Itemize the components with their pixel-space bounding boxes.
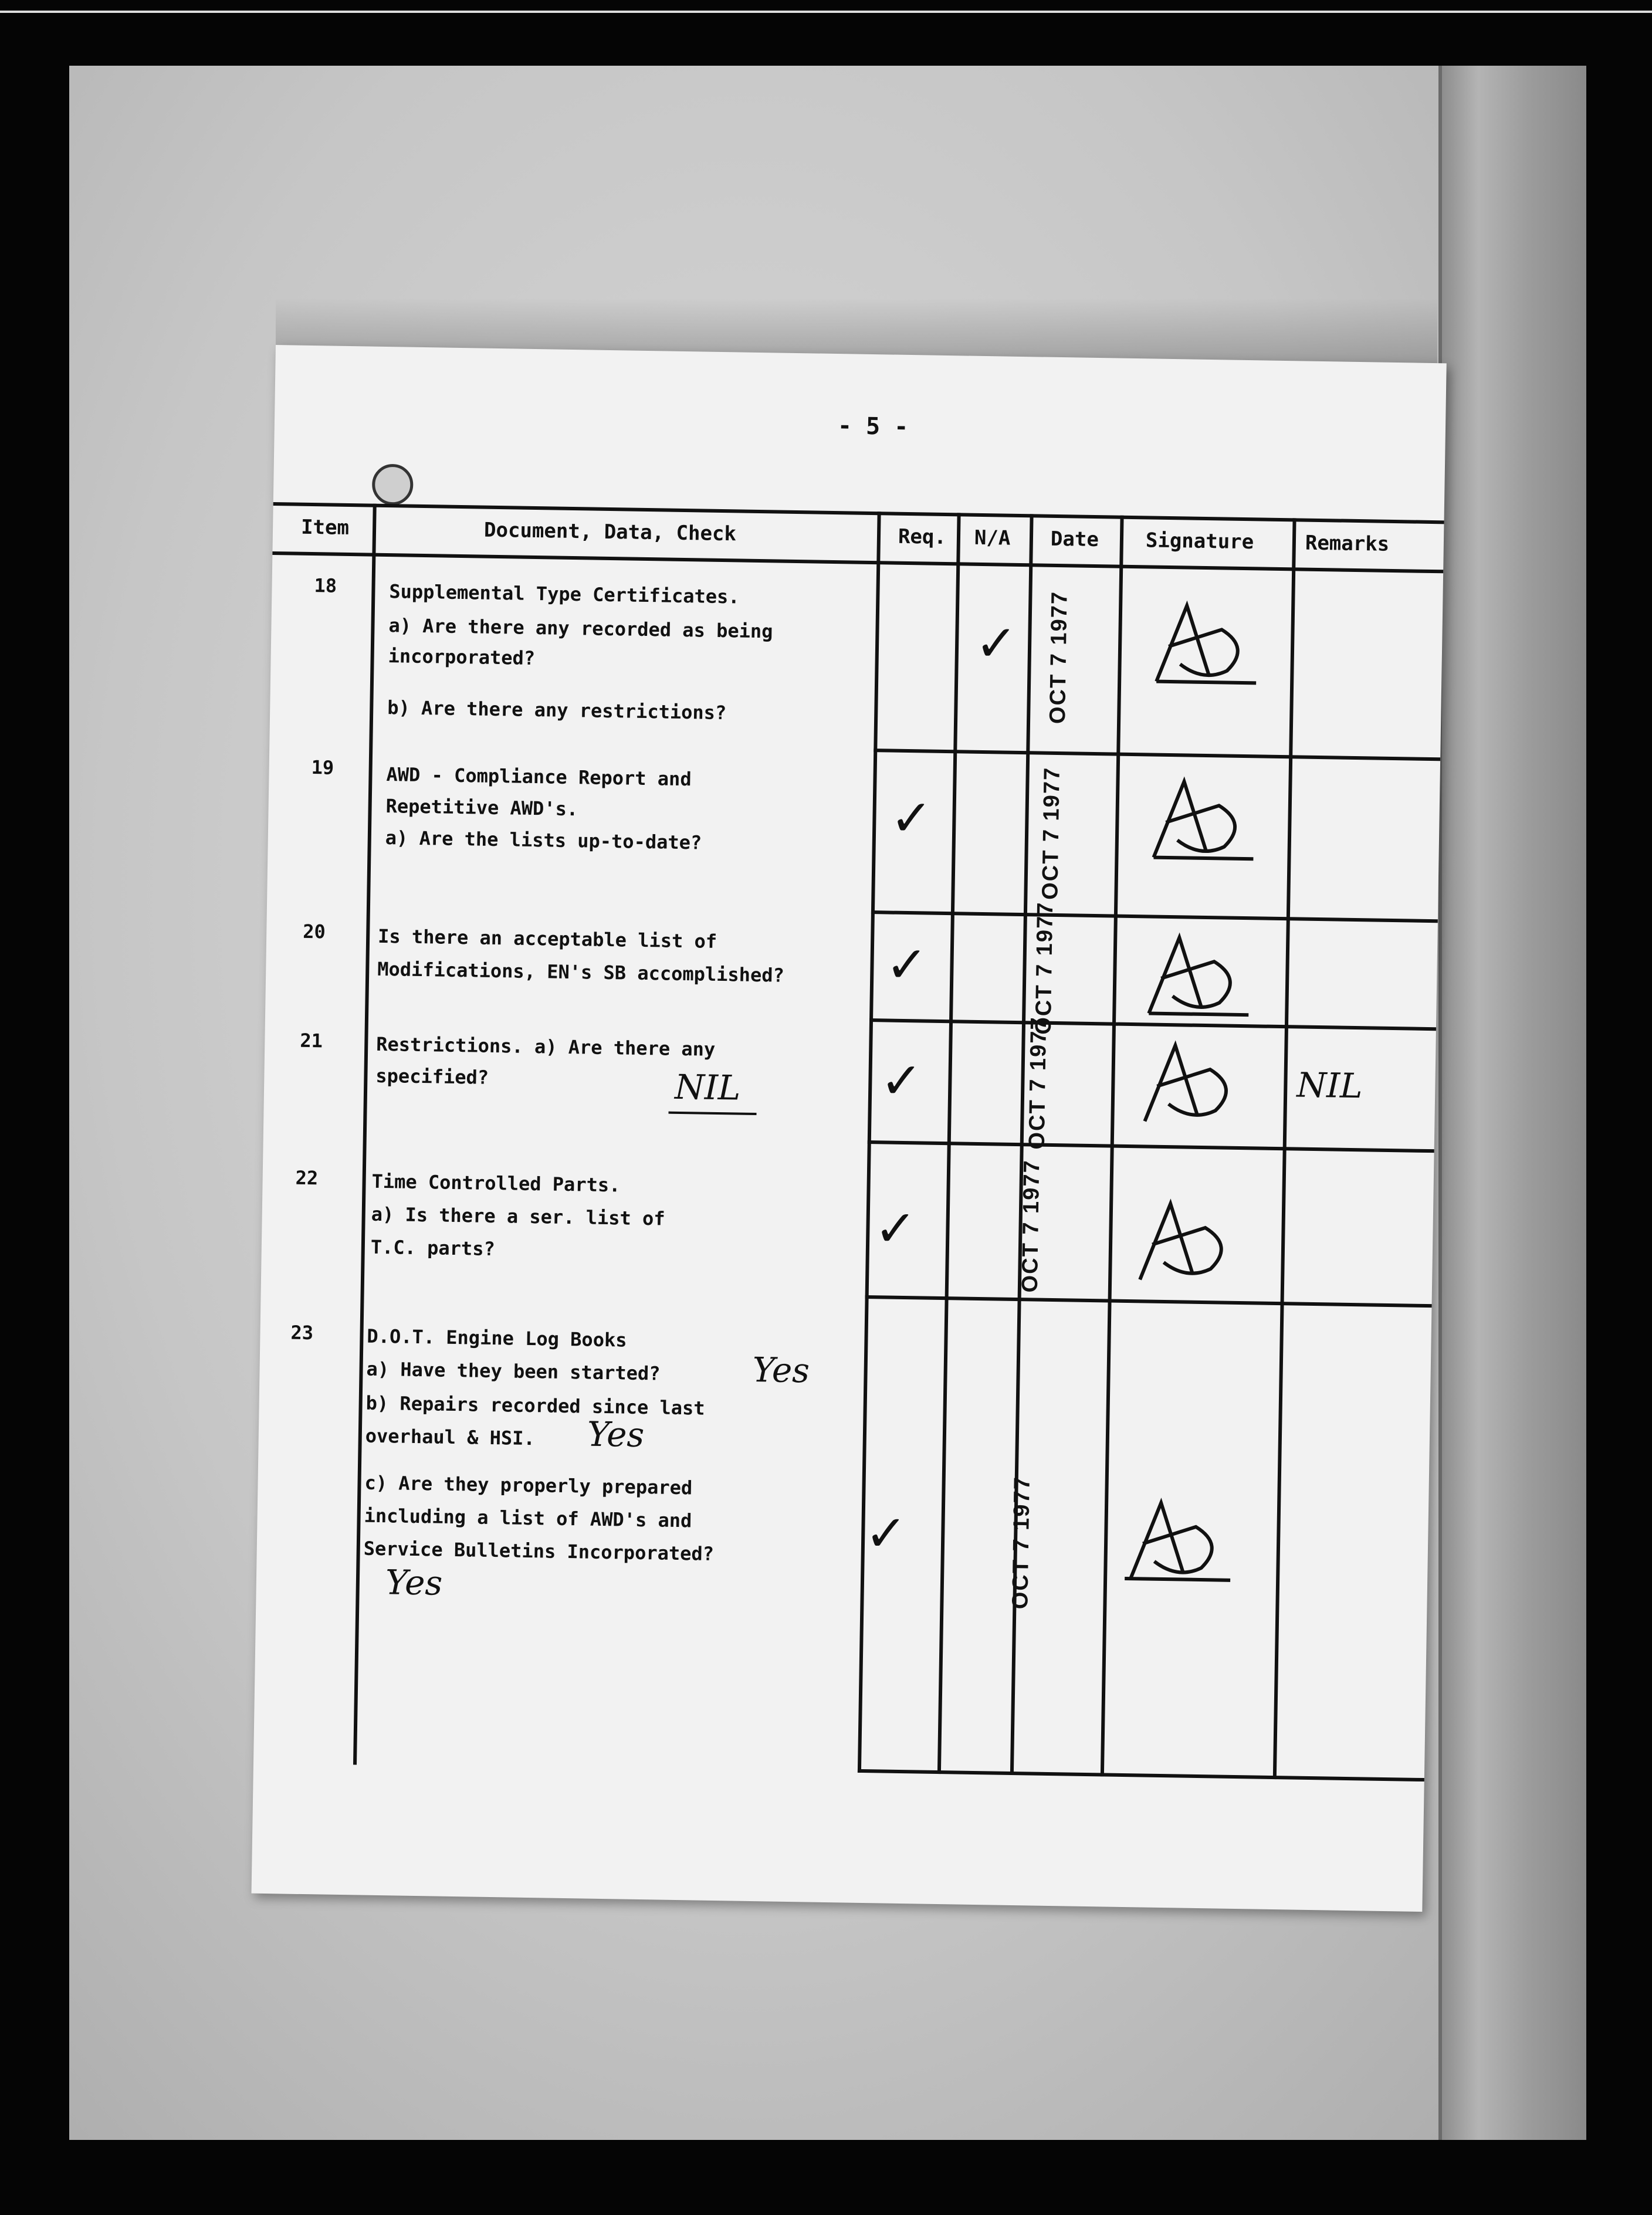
signature-initials [1145,593,1263,689]
punch-hole [372,464,414,506]
binder-edge [1438,66,1586,2140]
date-stamp: OCT 7 1977 [1017,1159,1045,1293]
col-header-date: Date [1050,527,1099,552]
date-stamp: OCT 7 1977 [1031,901,1058,1035]
row-text: b) Are there any restrictions? [387,696,727,724]
item-number: 21 [300,1029,323,1052]
row-text: Time Controlled Parts. [371,1170,621,1197]
row-separator [868,1140,1434,1153]
item-number: 18 [314,574,337,597]
na-checkmark: ✓ [974,614,1018,673]
row-text: Supplemental Type Certificates. [389,580,740,608]
row-text: including a list of AWD's and [364,1504,692,1532]
remarks-handwritten: NIL [1296,1065,1363,1106]
row-separator [865,1295,1432,1308]
handwritten-answer: Yes [587,1414,645,1455]
table-bottom-line [858,1769,1424,1782]
handwritten-underline [668,1112,756,1115]
handwritten-answer: Yes [752,1349,810,1391]
date-stamp: OCT 7 1977 [1008,1475,1035,1610]
header-bottom-line [272,551,1443,573]
col-header-document: Document, Data, Check [483,518,737,546]
col-line-item [353,504,377,1765]
row-text: a) Are the lists up-to-date? [385,827,702,854]
row-text: a) Are there any recorded as being [388,614,773,643]
handwritten-answer: NIL [674,1066,741,1108]
date-stamp: OCT 7 1977 [1038,766,1065,900]
handwritten-answer: Yes [385,1562,443,1603]
row-separator [869,1018,1436,1031]
row-separator [874,749,1440,761]
col-header-signature: Signature [1145,529,1254,554]
row-text: Restrictions. a) Are there any [376,1032,716,1061]
row-text: Is there an acceptable list of [377,924,717,953]
checklist-page [252,345,1447,1912]
item-number: 22 [295,1166,319,1190]
item-number: 19 [311,756,334,779]
req-checkmark: ✓ [879,1051,923,1111]
table-top-line [273,502,1444,524]
col-header-remarks: Remarks [1305,531,1390,556]
item-number: 20 [303,920,326,943]
row-text: Service Bulletins Incorporated? [363,1537,715,1565]
row-text: a) Have they been started? [366,1357,661,1385]
signature-initials [1133,1033,1251,1129]
col-header-na: N/A [974,526,1011,550]
signature-initials [1137,925,1255,1021]
signature-initials [1119,1491,1237,1586]
row-separator [871,910,1438,923]
row-text: T.C. parts? [370,1235,496,1261]
signature-initials [1128,1191,1247,1287]
film-frame-border [0,11,1652,13]
req-checkmark: ✓ [874,1199,918,1259]
row-text: b) Repairs recorded since last [365,1391,705,1420]
req-checkmark: ✓ [889,788,933,848]
row-text: specified? [375,1064,489,1089]
col-header-req: Req. [898,524,947,549]
row-text: overhaul & HSI. [365,1424,536,1450]
item-number: 23 [290,1321,314,1344]
row-text: AWD - Compliance Report and [386,763,692,791]
req-checkmark: ✓ [864,1504,908,1564]
row-text: a) Is there a ser. list of [371,1203,665,1230]
row-text: incorporated? [388,645,536,670]
row-text: Repetitive AWD's. [385,795,578,821]
row-text: c) Are they properly prepared [364,1471,693,1499]
page-number: - 5 - [837,412,909,441]
signature-initials [1142,769,1260,865]
req-checkmark: ✓ [885,935,929,995]
row-text: Modifications, EN's SB accomplished? [377,957,785,987]
row-text: D.O.T. Engine Log Books [367,1325,627,1352]
date-stamp: OCT 7 1977 [1024,1016,1052,1150]
date-stamp: OCT 7 1977 [1045,590,1072,724]
col-header-item: Item [300,515,350,540]
